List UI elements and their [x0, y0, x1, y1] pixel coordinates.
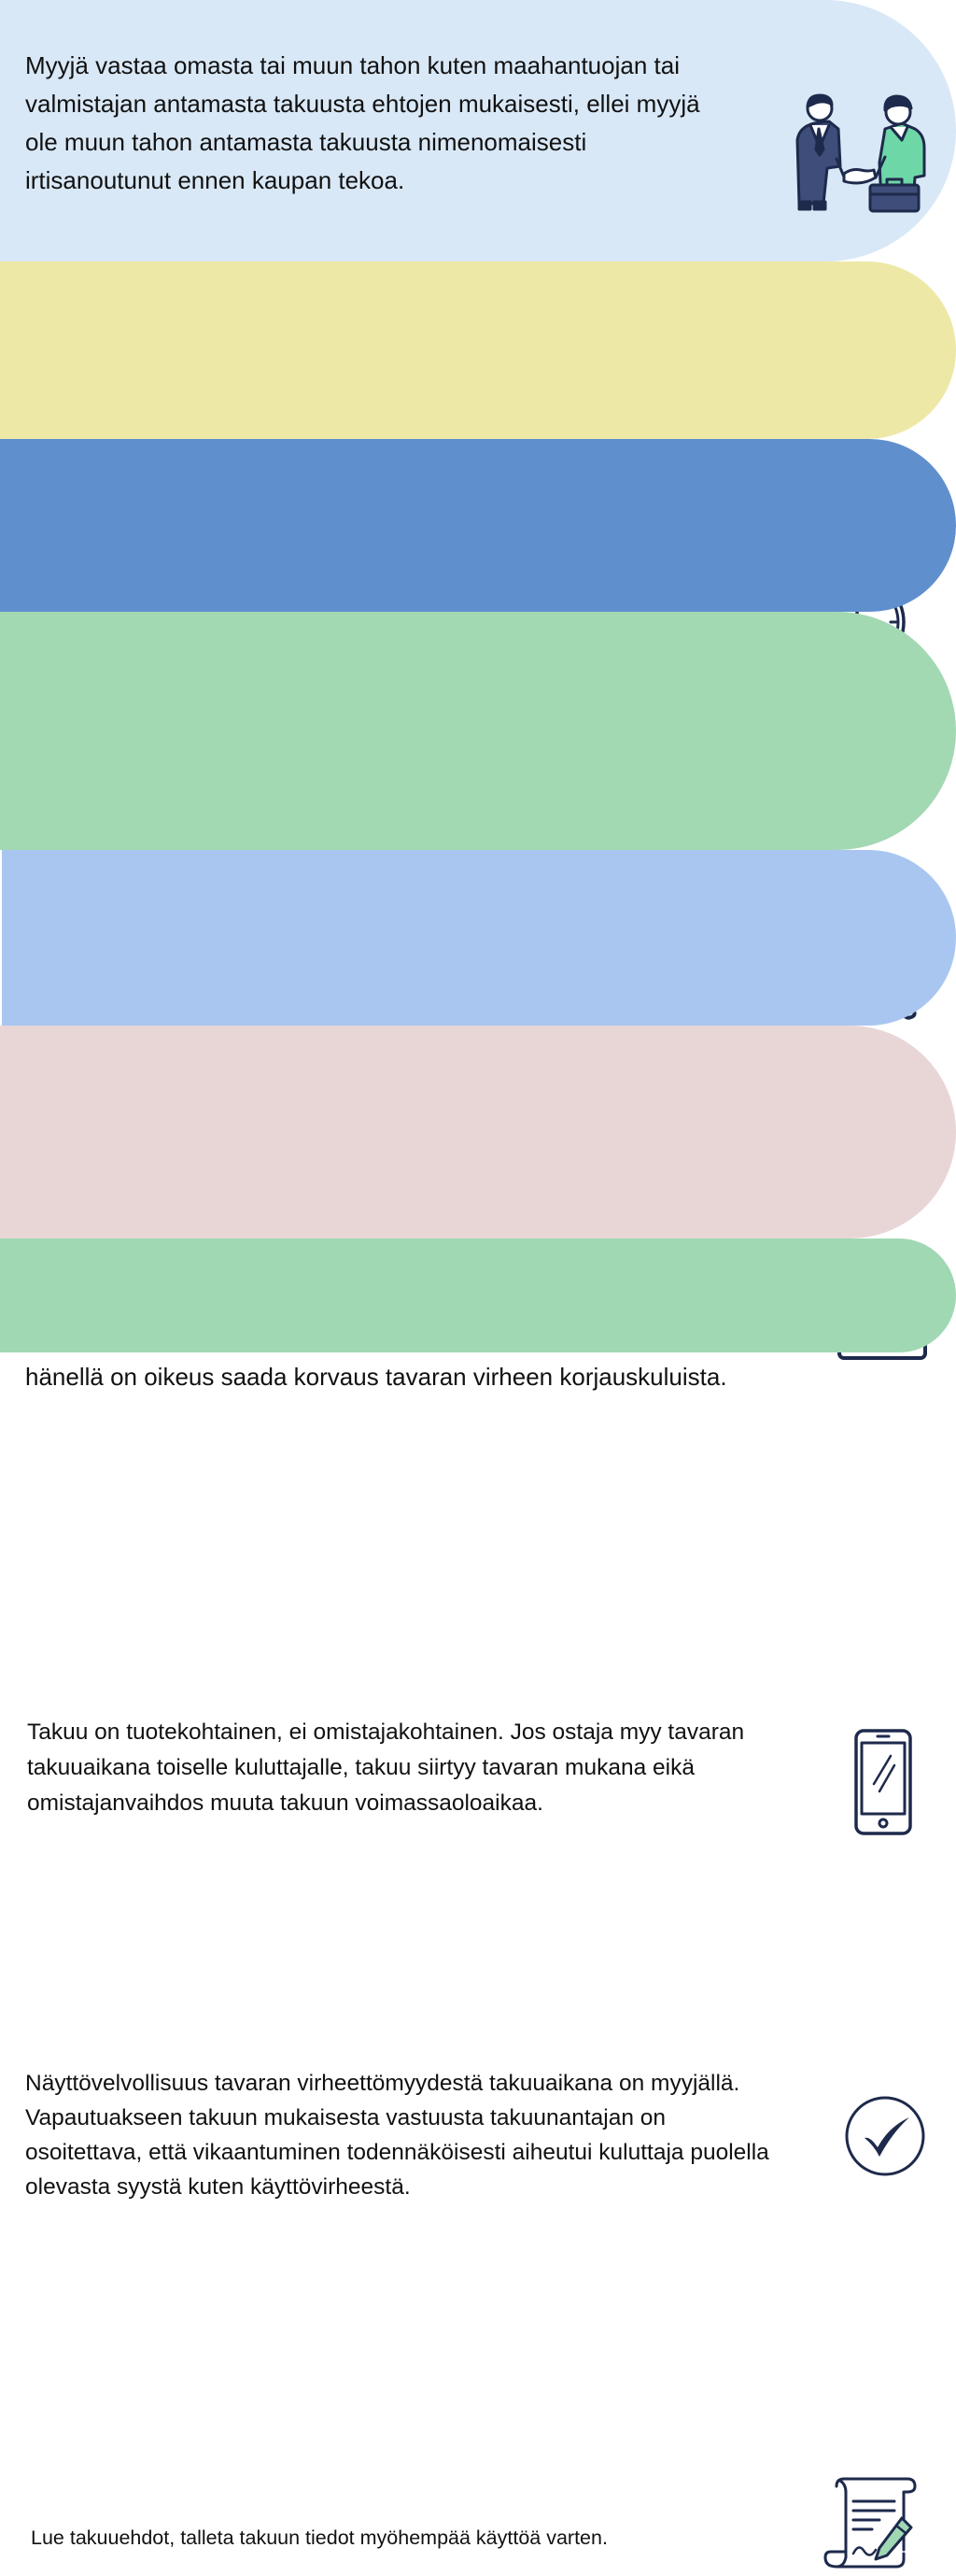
checkmark-circle-icon	[844, 2095, 926, 2177]
info-band-2	[0, 262, 956, 439]
info-band-3	[0, 439, 956, 612]
info-text-1: Myyjä vastaa omasta tai muun tahon kuten maahantuojan tai valmistajan antamasta takuusta ehtojen mukaisesti, ellei myyjä ole muun tahon antamasta takuusta nimenomaisesti irtisanoutunut ennen kaupan tekoa.	[25, 51, 700, 194]
info-band-4	[0, 612, 956, 1391]
document-signature-icon	[818, 2477, 919, 2576]
handshake-icon	[792, 92, 928, 215]
info-band-1	[0, 0, 956, 262]
info-text-5: Takuu on tuotekohtainen, ei omistajakohtainen. Jos ostaja myy tavaran takuuaikana toiselle kuluttajalle, takuu siirtyy tavaran mukana eikä omistajanvaihdos muuta takuun voimassaoloaikaa.	[27, 1720, 745, 1816]
info-text-4: hänellä on oikeus saada korvaus tavaran virheen korjauskuluista.	[25, 1363, 727, 1391]
info-text-7: Lue takuuehdot, talleta takuun tiedot myöhempää käyttöä varten.	[31, 2526, 608, 2549]
info-text-6: Näyttövelvollisuus tavaran virheettömyydestä takuuaikana on myyjällä. Vapautuakseen takuun mukaisesta vastuusta takuunantajan on osoitettava, että vikaantuminen todennäköisesti aiheutui kuluttaja puolella olevasta syystä kuten käyttövirheestä.	[25, 2071, 769, 2200]
smartphone-icon	[853, 1728, 913, 1836]
